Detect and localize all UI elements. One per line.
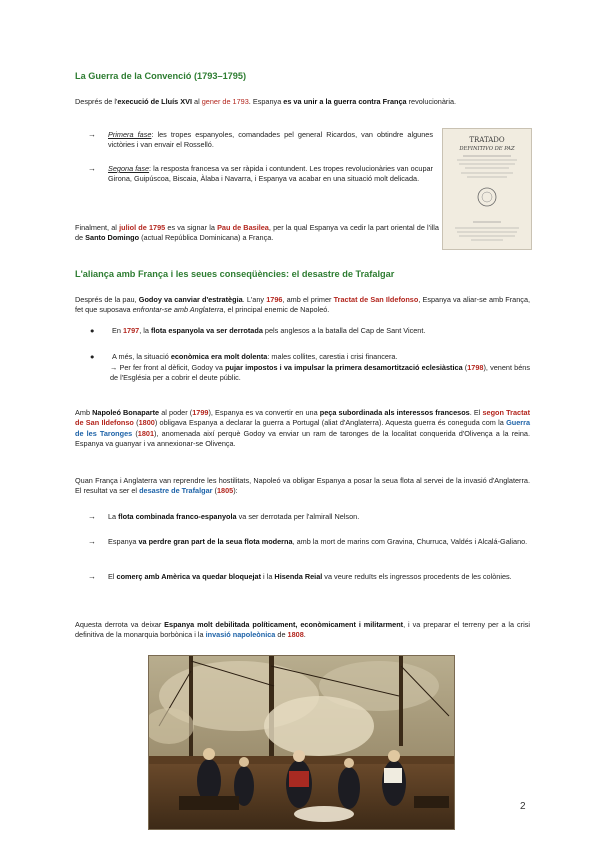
text: , el principal enemic de Napoleó. (223, 305, 330, 315)
text: de (275, 630, 288, 640)
bold-text: execució de Lluís XVI (117, 97, 192, 106)
text: . L'any (242, 295, 267, 304)
text: va veure reduïts els ingressos procedents de les colònies. (322, 572, 512, 581)
closing-paragraph-convencio (75, 223, 439, 244)
italic-text: enfrontar-se amb Anglaterra (132, 305, 224, 315)
text: (actual República Dominicana) a França. (139, 233, 274, 243)
text: Després de l' (75, 97, 118, 106)
date-highlight: 1801 (137, 428, 154, 438)
item-text: : la resposta francesa va ser ràpida i contundent. Les tropes revolucionàries van ocupar Girona, Guipúscoa, Biscaia, Àlaba i Navarra, i Espanya va acabar en una situació molt delicada. (108, 164, 433, 184)
intro-paragraph (75, 97, 530, 107)
text: Espanya (108, 537, 139, 546)
text: Després de la pau, (75, 295, 139, 304)
bullet-dot-icon: ● (90, 326, 95, 335)
godoy-paragraph (75, 295, 530, 316)
text: ), venent béns de l'Església per a cobrir el deute públic. (110, 363, 530, 383)
text: Quan França i Anglaterra van reprendre les hostilitats, Napoleó va obligar Espanya a posar la seua flota al servei de la invasió d'Anglaterra. El resultat va ser el (75, 476, 530, 496)
invasion-highlight: invasió napoleònica (205, 630, 276, 640)
list-item (88, 164, 433, 185)
text: es va signar la (165, 223, 218, 232)
text: , per la qual Espanya va cedir la part oriental de l'illa de (75, 223, 439, 243)
date-highlight: juliol de 1795 (119, 223, 166, 232)
item-label: Segona fase (108, 164, 150, 173)
document-title: TRATADO (469, 136, 505, 144)
bold-text: Godoy va canviar d'estratègia (138, 295, 243, 304)
text: va ser derrotada per l'almirall Nelson. (236, 512, 360, 521)
text: La (108, 512, 119, 521)
text: . Espanya (248, 97, 284, 106)
text: Aquesta derrota va deixar (75, 620, 165, 629)
date-highlight: 1797 (122, 326, 140, 335)
treaty-highlight: segon Tractat de San Ildefonso (75, 408, 531, 428)
desamortitzacio-subitem (110, 363, 530, 384)
text: . El (469, 408, 483, 417)
date-highlight: 1799 (192, 408, 209, 417)
bold-text: econòmica era molt dolenta (170, 352, 268, 361)
text: ): (233, 486, 238, 496)
date-highlight: gener de 1793 (201, 97, 249, 106)
bullet-dot-icon: ● (90, 352, 95, 361)
page-number: 2 (520, 801, 526, 812)
text: ( (462, 363, 468, 372)
list-item (88, 537, 530, 547)
bold-text: Hisenda Reial (274, 572, 323, 581)
conclusion-paragraph (75, 620, 530, 641)
text: A més, la situació (112, 352, 171, 361)
bold-text: es va unir a la guerra contra França (283, 97, 407, 106)
war-highlight: Guerra de les Taronges (75, 418, 531, 438)
text: Per fer front al dèficit, Godoy va (119, 363, 226, 372)
treaty-document-image (442, 128, 532, 250)
text: ), anomenada així perquè Godoy va enviar un ram de taronges de la localitat conquerida d'Olivença a la reina. Espanya va guanyar i va annexionar-se Olivença. (75, 428, 530, 449)
date-highlight: 1798 (467, 363, 484, 372)
date-highlight: 1808 (287, 630, 304, 640)
text: revolucionària. (406, 97, 457, 106)
text: El (108, 572, 117, 581)
trafalgar-paragraph (75, 476, 530, 497)
arrow-icon: → (88, 130, 96, 139)
date-highlight: 1796 (266, 295, 283, 304)
bold-text: va perdre gran part de la seua flota moderna (138, 537, 293, 546)
naval-battle-illustration (149, 656, 454, 829)
text: , i va preparar el terreny per a la crisi definitiva de la monarquia borbònica i la (75, 620, 530, 640)
bold-text: Napoleó Bonaparte (92, 408, 160, 417)
text: En (112, 326, 123, 335)
treaty-highlight: Tractat de San Ildefonso (333, 295, 419, 304)
item-label: Primera fase (108, 130, 152, 139)
treaty-document-illustration (443, 129, 531, 249)
text: ), Espanya es va convertir en una (208, 408, 320, 417)
treaty-highlight: Pau de Basilea (217, 223, 269, 232)
text: ( (212, 486, 217, 496)
text: Finalment, al (75, 223, 120, 232)
bold-text: flota combinada franco-espanyola (118, 512, 237, 521)
bold-text: pujar impostos i va impulsar la primera desamortització eclesiàstica (225, 363, 463, 372)
text: ( (132, 428, 138, 438)
text: , amb la mort de marins com Gravina, Churruca, Valdés i Alcalá-Galiano. (292, 537, 528, 546)
battle-highlight: desastre de Trafalgar (139, 486, 213, 496)
list-item (88, 572, 530, 582)
list-item (88, 326, 530, 336)
text: pels anglesos a la batalla del Cap de Sant Vicent. (262, 326, 426, 335)
text: Amb (75, 408, 93, 417)
date-highlight: 1805 (216, 486, 234, 496)
text: al (191, 97, 202, 106)
list-item (88, 130, 433, 151)
bold-text: flota espanyola va ser derrotada (150, 326, 263, 335)
section-heading-trafalgar: L'aliança amb França i les seues conseqüències: el desastre de Trafalgar (75, 269, 395, 279)
arrow-icon: → (88, 537, 96, 546)
text: , Espanya va aliar-se amb França, fet que suposava (75, 295, 531, 315)
list-item (88, 512, 530, 522)
bold-text: comerç amb Amèrica va quedar bloquejat (116, 572, 262, 581)
text: : males collites, carestia i crisi financera. (267, 352, 398, 361)
section-heading-convencio: La Guerra de la Convenció (1793–1795) (75, 71, 247, 81)
text: ) obligava Espanya a declarar la guerra a Portugal (aliat d'Anglaterra). Aquesta guerra és coneguda com la (154, 418, 507, 428)
bold-text: peça subordinada als interessos francesos (319, 408, 470, 417)
text: i la (261, 572, 275, 581)
trafalgar-painting (148, 655, 455, 830)
list-item (88, 352, 530, 362)
text: . (303, 630, 306, 640)
date-highlight: 1800 (138, 418, 155, 428)
arrow-icon: → (110, 363, 118, 372)
document-subtitle: DEFINITIVO DE PAZ (459, 146, 515, 152)
text: al poder ( (159, 408, 193, 417)
bold-text: Espanya molt debilitada políticament, econòmicament i militarment (164, 620, 404, 629)
arrow-icon: → (88, 164, 96, 173)
arrow-icon: → (88, 572, 96, 581)
napoleo-paragraph (75, 408, 530, 449)
text: , amb el primer (282, 295, 334, 304)
arrow-icon: → (88, 512, 96, 521)
text: ( (133, 418, 139, 428)
bold-text: Santo Domingo (85, 233, 140, 243)
text: , la (139, 326, 151, 335)
item-text: : les tropes espanyoles, comandades pel general Ricardos, van obtindre algunes victòries i van envair el Rosselló. (108, 130, 433, 150)
